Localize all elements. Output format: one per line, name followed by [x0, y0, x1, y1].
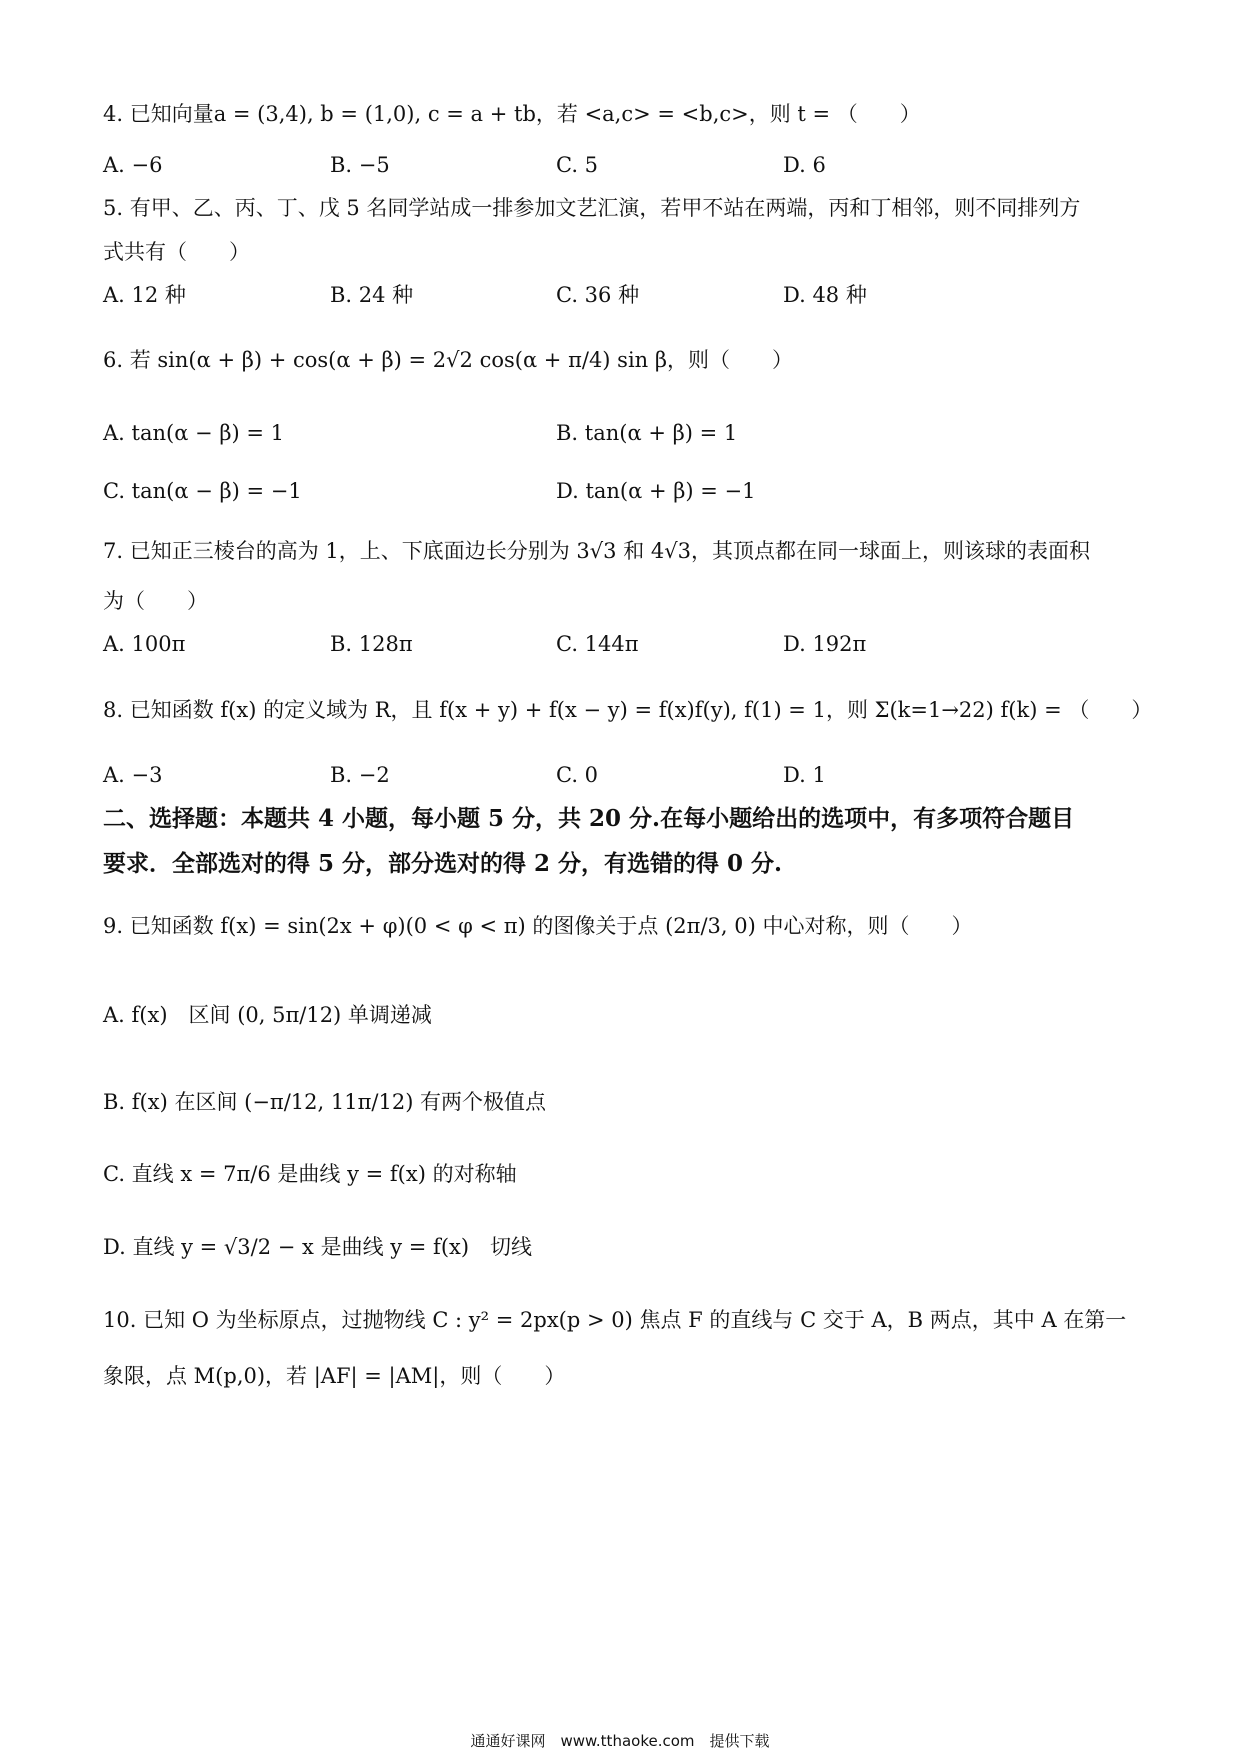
- q9-stem: 9. 已知函数 f(x) = sin(2x + φ)(0 < φ < π) 的图像关于点 (2π/3, 0) 中心对称，则（ ）: [103, 914, 973, 938]
- q7-stem-line2: 为（ ）: [103, 589, 208, 613]
- q5-option-a: A. 12 种: [103, 283, 186, 307]
- q9-option-c: C. 直线 x = 7π/6 是曲线 y = f(x) 的对称轴: [103, 1162, 517, 1186]
- q8-stem: 8. 已知函数 f(x) 的定义域为 R，且 f(x + y) + f(x − y) = f(x)f(y), f(1) = 1，则 Σ(k=1→22) f(k) = （ ）: [103, 698, 1153, 722]
- q6-option-d: D. tan(α + β) = −1: [556, 479, 756, 503]
- q5-option-b: B. 24 种: [330, 283, 414, 307]
- q10-stem-line2: 象限，点 M(p,0)，若 |AF| = |AM|，则（ ）: [103, 1364, 566, 1388]
- q6-option-a: A. tan(α − β) = 1: [103, 421, 284, 445]
- q7-option-a: A. 100π: [103, 632, 186, 656]
- q7-option-b: B. 128π: [330, 632, 413, 656]
- q6-stem: 6. 若 sin(α + β) + cos(α + β) = 2√2 cos(α + π/4) sin β，则（ ）: [103, 348, 794, 372]
- q6-option-c: C. tan(α − β) = −1: [103, 479, 302, 503]
- page-footer: 通通好课网 www.tthaoke.com 提供下载: [470, 1732, 770, 1750]
- q10-stem-line1: 10. 已知 O 为坐标原点，过抛物线 C : y² = 2px(p > 0) 焦点 F 的直线与 C 交于 A，B 两点，其中 A 在第一: [103, 1308, 1127, 1332]
- q8-option-b: B. −2: [330, 763, 390, 787]
- q4-stem: 4. 已知向量a = (3,4), b = (1,0), c = a + tb，若 <a,c> = <b,c>，则 t = （ ）: [103, 102, 921, 126]
- q9-option-a: A. f(x) 区间 (0, 5π/12) 单调递减: [103, 1003, 432, 1027]
- q7-option-c: C. 144π: [556, 632, 639, 656]
- q8-option-a: A. −3: [103, 763, 163, 787]
- q4-option-c: C. 5: [556, 153, 599, 177]
- q8-option-d: D. 1: [783, 763, 826, 787]
- section2-heading-line1: 二、选择题：本题共 4 小题，每小题 5 分，共 20 分.在每小题给出的选项中，有多项符合题目: [103, 805, 1075, 832]
- q5-option-d: D. 48 种: [783, 283, 867, 307]
- q9-option-d: D. 直线 y = √3/2 − x 是曲线 y = f(x) 切线: [103, 1235, 533, 1259]
- q4-option-b: B. −5: [330, 153, 390, 177]
- q5-stem-line1: 5. 有甲、乙、丙、丁、戊 5 名同学站成一排参加文艺汇演，若甲不站在两端，丙和丁相邻，则不同排列方: [103, 196, 1081, 220]
- q4-option-a: A. −6: [103, 153, 163, 177]
- q5-stem-line2: 式共有（ ）: [103, 240, 250, 264]
- q8-option-c: C. 0: [556, 763, 599, 787]
- q6-option-b: B. tan(α + β) = 1: [556, 421, 738, 445]
- q7-stem-line1: 7. 已知正三棱台的高为 1，上、下底面边长分别为 3√3 和 4√3，其顶点都在同一球面上，则该球的表面积: [103, 539, 1090, 563]
- section2-heading-line2: 要求．全部选对的得 5 分，部分选对的得 2 分，有选错的得 0 分.: [103, 850, 783, 877]
- q7-option-d: D. 192π: [783, 632, 867, 656]
- q9-option-b: B. f(x) 在区间 (−π/12, 11π/12) 有两个极值点: [103, 1090, 547, 1114]
- q5-option-c: C. 36 种: [556, 283, 640, 307]
- q4-option-d: D. 6: [783, 153, 826, 177]
